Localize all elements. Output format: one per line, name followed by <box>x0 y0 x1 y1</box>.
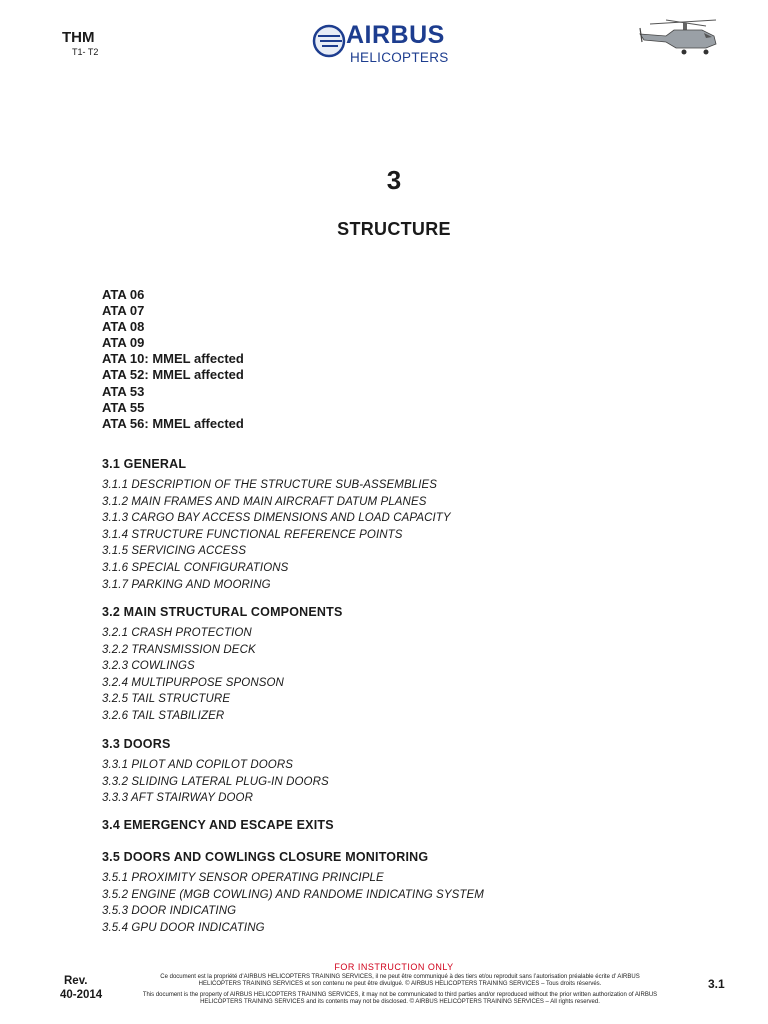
toc-entry: 3.5.4 GPU DOOR INDICATING <box>102 921 265 934</box>
helicopter-icon <box>636 18 722 60</box>
toc-entry: 3.2.5 TAIL STRUCTURE <box>102 693 231 706</box>
section-heading-emergency-exits: 3.4 EMERGENCY AND ESCAPE EXITS <box>102 818 334 832</box>
page-number: 3.1 <box>708 977 725 991</box>
toc-entry: 3.2.3 COWLINGS <box>102 660 195 673</box>
chapter-number: 3 <box>386 165 402 195</box>
legal-notice-english: This document is the property of AIRBUS HELICOPTERS TRAINING SERVICES, it may not be communicated to third parties and/or reproduced without the prior written authorization of AIRBUS HELICOPTERS TRAINING SERVICES and its contents may not be disclosed. © AIRBUS HELICOPTERS TRAINING SERVICES – All rights reserved. <box>142 992 658 1006</box>
toc-list-doors <box>102 757 329 807</box>
toc-entry: 3.5.3 DOOR INDICATING <box>102 905 237 918</box>
ata-item: ATA 09 <box>102 335 145 351</box>
toc-entry: 3.5.1 PROXIMITY SENSOR OPERATING PRINCIPLE <box>102 872 384 884</box>
toc-entry: 3.3.1 PILOT AND COPILOT DOORS <box>102 759 293 771</box>
revision-label: Rev. <box>64 975 88 987</box>
toc-entry: 3.2.1 CRASH PROTECTION <box>102 627 252 639</box>
ata-item: ATA 52: MMEL affected <box>102 367 244 383</box>
ata-item: ATA 07 <box>102 303 145 319</box>
section-heading-general: 3.1 GENERAL <box>102 457 187 471</box>
toc-entry: 3.3.3 AFT STAIRWAY DOOR <box>102 792 253 805</box>
ata-item: ATA 55 <box>102 399 145 415</box>
toc-list-main-structural-components <box>102 625 284 725</box>
toc-entry: 3.1.7 PARKING AND MOORING <box>102 578 271 591</box>
section-heading-closure-monitoring: 3.5 DOORS AND COWLINGS CLOSURE MONITORING <box>102 850 429 864</box>
chapter-title: STRUCTURE <box>337 219 451 239</box>
ata-list <box>102 287 244 432</box>
manual-type: T1- T2 <box>72 47 99 57</box>
ata-item: ATA 06 <box>102 287 145 302</box>
toc-list-general <box>102 477 451 593</box>
toc-entry: 3.1.1 DESCRIPTION OF THE STRUCTURE SUB-ASSEMBLIES <box>102 479 438 491</box>
ata-item: ATA 56: MMEL affected <box>102 415 244 431</box>
toc-entry: 3.2.6 TAIL STABILIZER <box>102 709 225 722</box>
section-heading-doors: 3.3 DOORS <box>102 737 171 751</box>
toc-entry: 3.1.4 STRUCTURE FUNCTIONAL REFERENCE POINTS <box>102 528 403 541</box>
toc-entry: 3.1.3 CARGO BAY ACCESS DIMENSIONS AND LOAD CAPACITY <box>102 512 451 525</box>
manual-code: THM <box>62 29 95 46</box>
ata-item: ATA 53 <box>102 383 145 399</box>
toc-entry: 3.1.2 MAIN FRAMES AND MAIN AIRCRAFT DATUM PLANES <box>102 495 427 508</box>
instruction-notice: FOR INSTRUCTION ONLY <box>334 962 454 972</box>
toc-list-closure-monitoring <box>102 870 484 936</box>
ata-item: ATA 10: MMEL affected <box>102 351 244 367</box>
ata-item: ATA 08 <box>102 319 145 335</box>
toc-entry: 3.2.4 MULTIPURPOSE SPONSON <box>102 676 284 689</box>
logo-wordmark: AIRBUS <box>346 21 445 49</box>
toc-entry: 3.3.2 SLIDING LATERAL PLUG-IN DOORS <box>102 775 329 788</box>
toc-entry: 3.1.6 SPECIAL CONFIGURATIONS <box>102 561 289 574</box>
toc-entry: 3.1.5 SERVICING ACCESS <box>102 545 247 558</box>
legal-notice-french: Ce document est la propriété d’AIRBUS HELICOPTERS TRAINING SERVICES, il ne peut être communiqué à des tiers et/ou reproduit sans l’autorisation préalable écrite d’ AIRBUS HELICOPTERS TRAINING SERVICES et son contenu ne peut être divulgué. © AIRBUS HELICOPTERS TRAINING SERVICES – Tous droits réservés. <box>160 974 640 988</box>
logo-subtitle: HELICOPTERS <box>350 50 449 65</box>
revision-date: 40-2014 <box>60 989 103 1001</box>
section-heading-main-structural-components: 3.2 MAIN STRUCTURAL COMPONENTS <box>102 605 343 619</box>
toc-entry: 3.2.2 TRANSMISSION DECK <box>102 643 256 656</box>
toc-entry: 3.5.2 ENGINE (MGB COWLING) AND RANDOME INDICATING SYSTEM <box>102 888 484 901</box>
